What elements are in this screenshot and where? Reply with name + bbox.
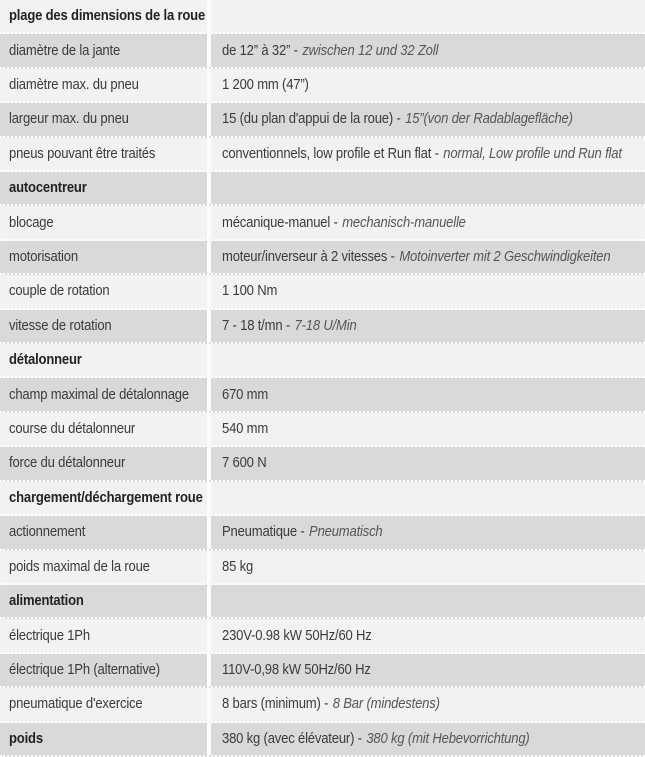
table-row: [0, 551, 645, 585]
spec-value-de: Motoinverter mit 2 Geschwindigkeiten: [399, 249, 611, 266]
spec-label: actionnement: [9, 524, 86, 541]
section-header-label: alimentation: [9, 593, 84, 610]
spec-value-de: 7-18 U/Min: [294, 317, 357, 334]
spec-label: électrique 1Ph: [9, 627, 90, 644]
spec-value-de: zwischen 12 und 32 Zoll: [302, 42, 439, 59]
table-row: [0, 688, 645, 722]
spec-label: champ maximal de détalonnage: [9, 386, 189, 403]
section-header-label: plage des dimensions de la roue: [9, 8, 206, 25]
spec-value-de: mechanisch-manuelle: [342, 214, 466, 231]
spec-value-de: 380 kg (mit Hebevorrichtung): [366, 730, 530, 747]
section-header-label: autocentreur: [9, 180, 87, 197]
spec-label-cell: [0, 447, 211, 479]
table-section-row: [0, 0, 645, 34]
table-section-row: [0, 172, 645, 206]
spec-value-fr: moteur/inverseur à 2 vitesses -: [222, 249, 395, 266]
section-header-label: détalonneur: [9, 352, 82, 369]
section-header: [0, 0, 211, 32]
spec-value-cell: [211, 275, 645, 307]
table-row: [0, 69, 645, 103]
table-row: [0, 413, 645, 447]
spec-value-fr: 7 - 18 t/mn -: [222, 317, 291, 334]
table-section-row: [0, 344, 645, 378]
spec-value-fr: 380 kg (avec élévateur) -: [222, 730, 362, 747]
spec-label-cell: [0, 723, 211, 755]
table-row: [0, 723, 645, 757]
table-row: [0, 447, 645, 481]
spec-label: couple de rotation: [9, 283, 110, 300]
spec-label: largeur max. du pneu: [9, 111, 129, 128]
table-section-row: [0, 482, 645, 516]
table-row: [0, 138, 645, 172]
section-header-label: chargement/déchargement roue: [9, 489, 203, 506]
spec-value-fr: de 12” à 32” -: [222, 42, 298, 59]
spec-label-cell: [0, 378, 211, 410]
spec-label-cell: [0, 516, 211, 548]
spec-value-cell: [211, 138, 645, 170]
spec-label-cell: [0, 103, 211, 135]
spec-label: force du détalonneur: [9, 455, 126, 472]
spec-value-cell: [211, 103, 645, 135]
spec-value-fr: 1 200 mm (47”): [222, 77, 309, 94]
spec-label-cell: [0, 275, 211, 307]
spec-value-cell: [211, 34, 645, 66]
spec-label: pneumatique d'exercice: [9, 696, 143, 713]
spec-label: diamètre de la jante: [9, 42, 121, 59]
table-row: [0, 241, 645, 275]
section-header: [0, 172, 211, 204]
spec-value-cell: [211, 516, 645, 548]
spec-value-cell: [211, 310, 645, 342]
spec-label-cell: [0, 34, 211, 66]
spec-value-fr: 110V-0,98 kW 50Hz/60 Hz: [222, 661, 371, 678]
table-row: [0, 378, 645, 412]
spec-value-fr: 1 100 Nm: [222, 283, 278, 300]
spec-value-cell: [211, 172, 645, 204]
spec-value-cell: [211, 413, 645, 445]
section-header: [0, 482, 211, 514]
spec-label-cell: [0, 688, 211, 720]
spec-value-cell: [211, 344, 645, 376]
spec-value-fr: conventionnels, low profile et Run flat -: [222, 145, 439, 162]
spec-label: blocage: [9, 214, 54, 231]
spec-value-de: Pneumatisch: [309, 524, 383, 541]
spec-value-de: normal, Low profile und Run flat: [443, 145, 622, 162]
spec-label-cell: [0, 413, 211, 445]
section-header: [0, 585, 211, 617]
spec-value-cell: [211, 241, 645, 273]
spec-value-de: 15”(von der Radablagefläche): [405, 111, 573, 128]
spec-label: électrique 1Ph (alternative): [9, 661, 160, 678]
spec-value-cell: [211, 378, 645, 410]
spec-value-cell: [211, 0, 645, 32]
spec-label-cell: [0, 69, 211, 101]
section-header: [0, 344, 211, 376]
spec-label-cell: [0, 310, 211, 342]
spec-label: diamètre max. du pneu: [9, 77, 139, 94]
table-row: [0, 654, 645, 688]
spec-value-fr: 15 (du plan d'appui de la roue) -: [222, 111, 401, 128]
spec-label-cell: [0, 654, 211, 686]
spec-value-fr: 7 600 N: [222, 455, 267, 472]
spec-value-fr: 540 mm: [222, 421, 269, 438]
spec-value-cell: [211, 69, 645, 101]
table-row: [0, 103, 645, 137]
spec-label: vitesse de rotation: [9, 317, 112, 334]
spec-value-cell: [211, 688, 645, 720]
spec-value-cell: [211, 206, 645, 238]
spec-value-fr: 230V-0.98 kW 50Hz/60 Hz: [222, 627, 372, 644]
spec-value-cell: [211, 619, 645, 651]
table-row: [0, 206, 645, 240]
spec-value-cell: [211, 723, 645, 755]
spec-label: pneus pouvant être traités: [9, 145, 156, 162]
spec-value-de: 8 Bar (mindestens): [332, 696, 440, 713]
table-row: [0, 34, 645, 68]
spec-value-cell: [211, 482, 645, 514]
spec-label-cell: [0, 619, 211, 651]
table-section-row: [0, 585, 645, 619]
spec-value-fr: 670 mm: [222, 386, 269, 403]
table-row: [0, 275, 645, 309]
spec-value-cell: [211, 654, 645, 686]
table-row: [0, 619, 645, 653]
spec-value-fr: 8 bars (minimum) -: [222, 696, 329, 713]
spec-value-cell: [211, 585, 645, 617]
spec-label-cell: [0, 241, 211, 273]
spec-label: poids maximal de la roue: [9, 558, 150, 575]
spec-value-cell: [211, 447, 645, 479]
spec-label-cell: [0, 551, 211, 583]
spec-value-cell: [211, 551, 645, 583]
spec-label-cell: [0, 206, 211, 238]
spec-label: motorisation: [9, 249, 78, 266]
spec-value-fr: 85 kg: [222, 558, 254, 575]
table-row: [0, 310, 645, 344]
table-row: [0, 516, 645, 550]
spec-value-fr: Pneumatique -: [222, 524, 305, 541]
spec-label-cell: [0, 138, 211, 170]
spec-value-fr: mécanique-manuel -: [222, 214, 338, 231]
spec-label: course du détalonneur: [9, 421, 136, 438]
spec-label: poids: [9, 730, 43, 747]
